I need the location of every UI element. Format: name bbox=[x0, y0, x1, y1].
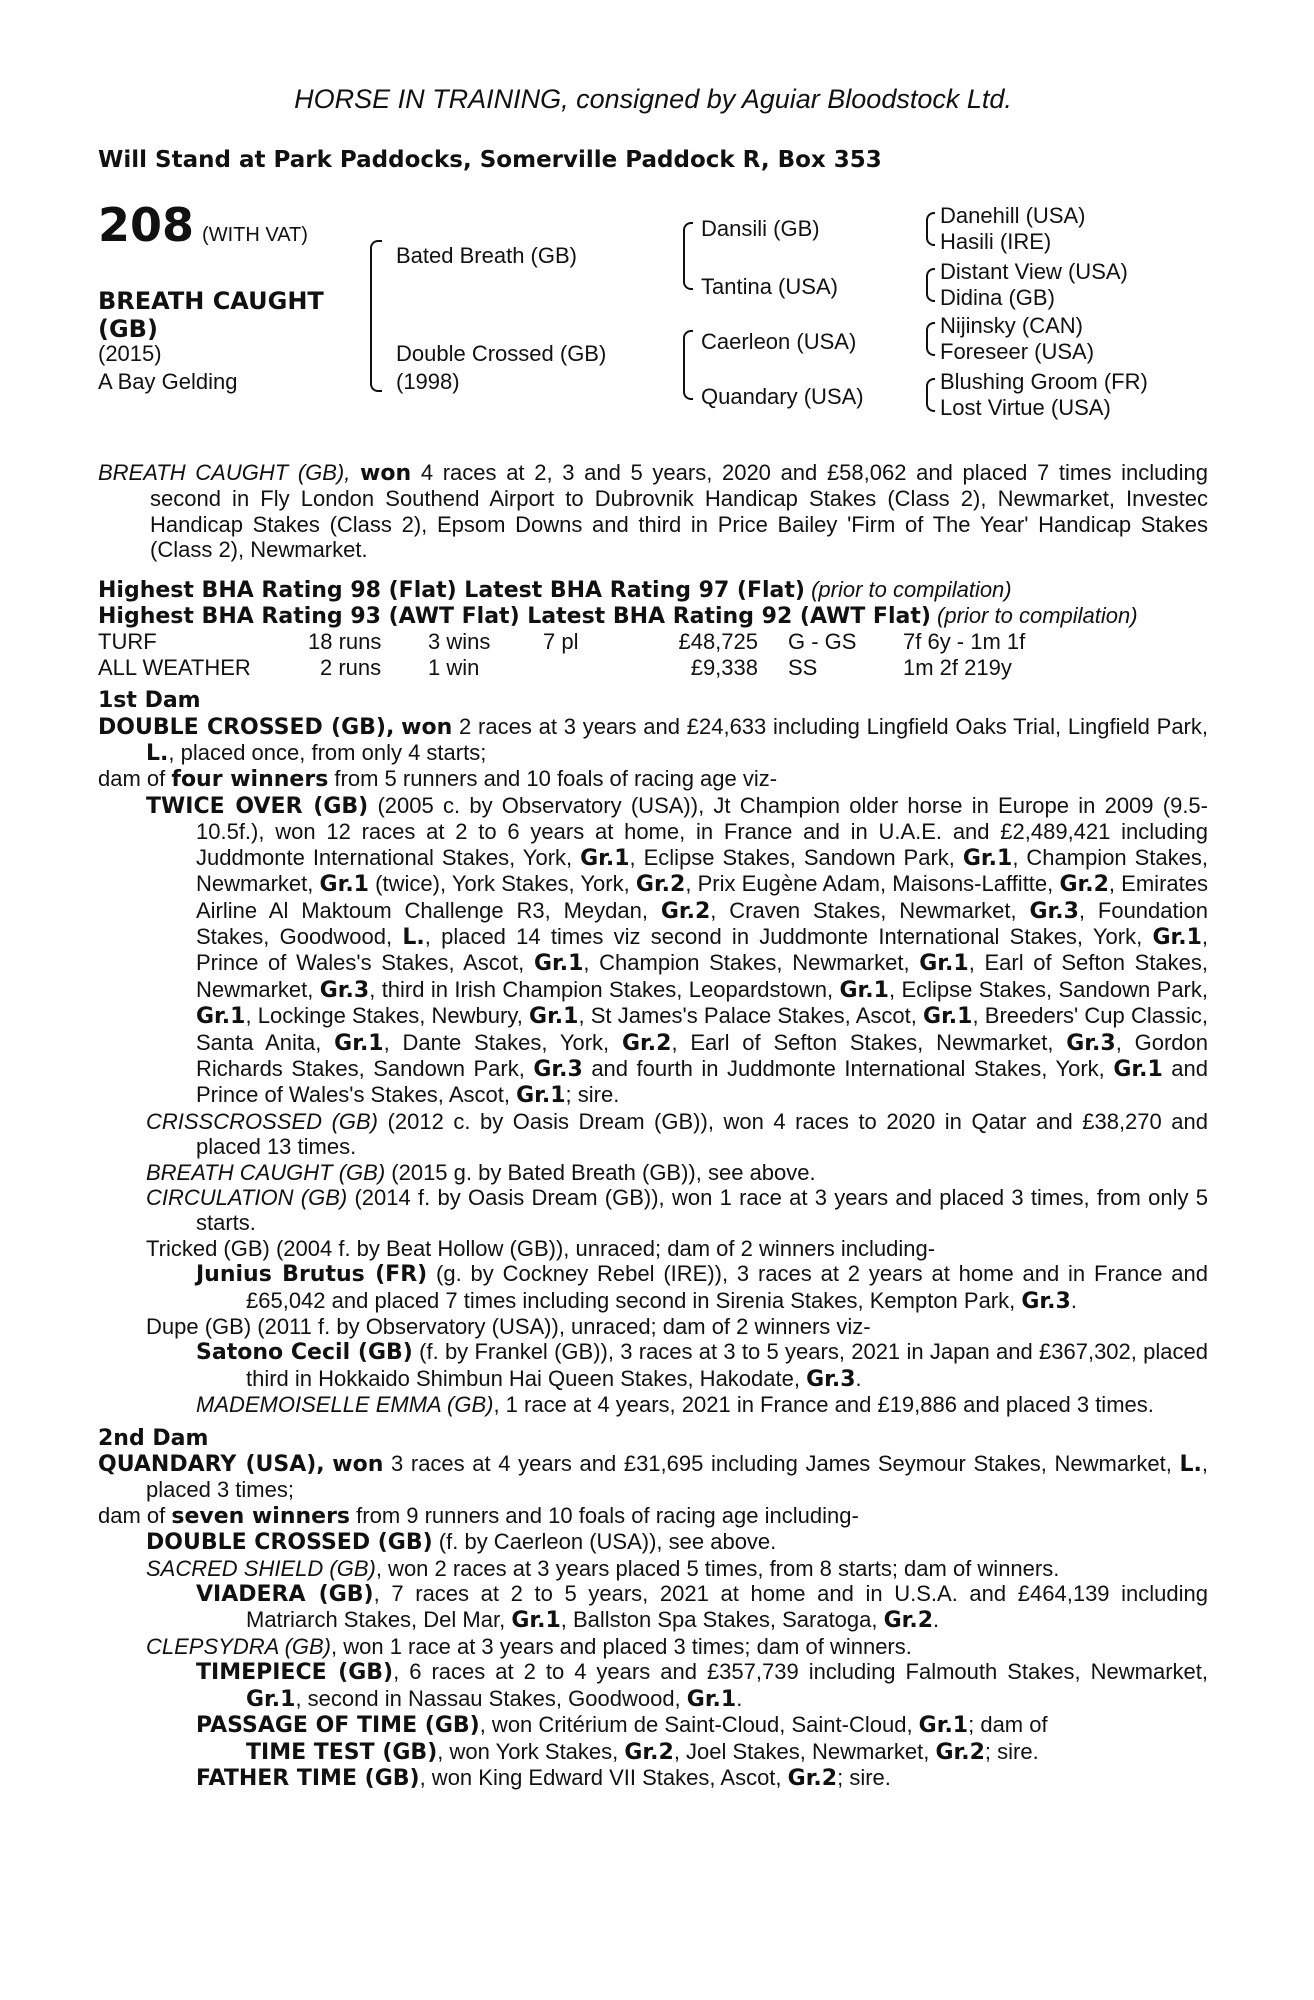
rating-line-2: Highest BHA Rating 93 (AWT Flat) Latest BHA Rating 92 (AWT Flat) (prior to compilation) bbox=[98, 603, 1138, 630]
summary-paragraph bbox=[98, 460, 1208, 563]
vat-label: (WITH VAT) bbox=[202, 224, 308, 246]
pedigree-brace-6 bbox=[926, 322, 935, 356]
lot-number: 208 bbox=[98, 198, 195, 252]
produce-passage-of-time: PASSAGE OF TIME (GB), won Critérium de Saint-Cloud, Saint-Cloud, Gr.1; dam of bbox=[196, 1712, 1048, 1739]
stats-cell: 3 wins bbox=[428, 629, 491, 655]
produce-timepiece: TIMEPIECE (GB), 6 races at 2 to 4 years and £357,739 including Falmouth Stakes, Newmarket, Gr.1, second in Nassau Stakes, Goodwood, Gr.1. bbox=[196, 1659, 1208, 1712]
pedigree-sdd: Didina (GB) bbox=[940, 285, 1055, 310]
stats-cell: 1 win bbox=[428, 654, 480, 680]
produce-tricked: Tricked (GB) (2004 f. by Beat Hollow (GB)), unraced; dam of 2 winners including- bbox=[146, 1235, 936, 1261]
stats-cell: £9,338 bbox=[690, 654, 758, 680]
pedigree-dsd: Foreseer (USA) bbox=[940, 339, 1095, 364]
pedigree-ss: Dansili (GB) bbox=[701, 216, 820, 241]
page-header: HORSE IN TRAINING, consigned by Aguiar Bloodstock Ltd. bbox=[294, 84, 1012, 114]
pedigree-brace-4 bbox=[926, 212, 935, 246]
produce-satono-cecil: Satono Cecil (GB) (f. by Frankel (GB)), 3 races at 3 to 5 years, 2021 in Japan and £367,302, placed third in Hokkaido Shimbun Hai Queen Stakes, Hakodate, Gr.3. bbox=[196, 1339, 1208, 1392]
produce-circulation: CIRCULATION (GB) (2014 f. by Oasis Dream (GB)), won 1 race at 3 years and placed 3 times, from only 5 starts. bbox=[146, 1184, 1208, 1236]
catalogue-body bbox=[98, 460, 1208, 1791]
pedigree-brace-3 bbox=[683, 330, 693, 400]
first-dam-produce: dam of four winners from 5 runners and 10 foals of racing age viz- bbox=[98, 766, 778, 793]
produce-dupe: Dupe (GB) (2011 f. by Observatory (USA)), unraced; dam of 2 winners viz- bbox=[146, 1314, 871, 1339]
first-dam-heading: 1st Dam bbox=[98, 688, 201, 714]
stand-location: Will Stand at Park Paddocks, Somerville Paddock R, Box 353 bbox=[98, 147, 882, 173]
pedigree-dam-year: (1998) bbox=[396, 369, 460, 394]
horse-name bbox=[98, 287, 324, 343]
second-dam-produce: dam of seven winners from 9 runners and 10 foals of racing age including- bbox=[98, 1502, 859, 1529]
summary-won: won bbox=[360, 461, 412, 486]
first-dam-section bbox=[98, 688, 1208, 1417]
pedigree-dds: Blushing Groom (FR) bbox=[940, 369, 1148, 394]
stats-cell: G - GS bbox=[788, 629, 857, 655]
second-dam-record: QUANDARY (USA), won 3 races at 4 years and £31,695 including James Seymour Stakes, Newmarket, L., placed 3 times; bbox=[98, 1451, 1208, 1503]
pedigree-brace-1 bbox=[370, 240, 382, 392]
pedigree-sd: Tantina (USA) bbox=[701, 274, 838, 299]
pedigree-dd: Quandary (USA) bbox=[701, 384, 864, 409]
lot-block bbox=[98, 198, 308, 252]
summary-text: 4 races at 2, 3 and 5 years, 2020 and £58,062 and placed 7 times including second in Fly London Southend Airport to Dubrovnik Handicap Stakes (Class 2), Newmarket, Investec Handicap Stakes (Class 2), Epsom Downs and third in Price Bailey 'Firm of The Year' Handicap Stakes (Class 2), Newmarket. bbox=[150, 460, 1208, 563]
pedigree-ddd: Lost Virtue (USA) bbox=[940, 395, 1111, 420]
pedigree-sire: Bated Breath (GB) bbox=[396, 243, 577, 268]
produce-crisscrossed: CRISSCROSSED (GB) (2012 c. by Oasis Dream (GB)), won 4 races to 2020 in Qatar and £38,270 and placed 13 times. bbox=[146, 1108, 1209, 1160]
race-stats-table bbox=[98, 629, 1208, 680]
second-dam-heading: 2nd Dam bbox=[98, 1425, 209, 1451]
pedigree-dss: Nijinsky (CAN) bbox=[940, 313, 1083, 338]
pedigree-brace-7 bbox=[926, 378, 935, 412]
produce-breath-caught: BREATH CAUGHT (GB) (2015 g. by Bated Breath (GB)), see above. bbox=[146, 1159, 816, 1185]
stats-cell: ALL WEATHER bbox=[98, 654, 251, 680]
pedigree-brace-2 bbox=[683, 222, 693, 290]
stats-cell: 7f 6y - 1m 1f bbox=[903, 629, 1026, 655]
stats-cell: 7 pl bbox=[543, 629, 579, 655]
produce-junius-brutus: Junius Brutus (FR) (g. by Cockney Rebel (IRE)), 3 races at 2 years at home and in France and £65,042 and placed 7 times including second in Sirenia Stakes, Kempton Park, Gr.3. bbox=[196, 1261, 1209, 1314]
stats-cell bbox=[543, 655, 653, 680]
produce-mademoiselle-emma: MADEMOISELLE EMMA (GB), 1 race at 4 years, 2021 in France and £19,886 and placed 3 times. bbox=[196, 1392, 1154, 1418]
produce-twice-over: TWICE OVER (GB) (2005 c. by Observatory (USA)), Jt Champion older horse in Europe in 2009 (9.5-10.5f.), won 12 races at 2 to 6 years at home, in France and in U.A.E. and £2,489,421 including Juddmonte International Stakes, York, Gr.1, Eclipse Stakes, Sandown Park, Gr.1, Champion Stakes, Newmarket, Gr.1 (twice), York Stakes, York, Gr.2, Prix Eugène Adam, Maisons-Laffitte, Gr.2, Emirates Airline Al Maktoum Challenge R3, Meydan, Gr.2, Craven Stakes, Newmarket, Gr.3, Foundation Stakes, Goodwood, L., placed 14 times viz second in Juddmonte International Stakes, York, Gr.1, Prince of Wales's Stakes, Ascot, Gr.1, Champion Stakes, Newmarket, Gr.1, Earl of Sefton Stakes, Newmarket, Gr.3, third in Irish Champion Stakes, Leopardstown, Gr.1, Eclipse Stakes, Sandown Park, Gr.1, Lockinge Stakes, Newbury, Gr.1, St James's Palace Stakes, Ascot, Gr.1, Breeders' Cup Classic, Santa Anita, Gr.1, Dante Stakes, York, Gr.2, Earl of Sefton Stakes, Newmarket, Gr.3, Gordon Richards Stakes, Sandown Park, Gr.3 and fourth in Juddmonte International Stakes, York, Gr.1 and Prince of Wales's Stakes, Ascot, Gr.1; sire. bbox=[146, 792, 1209, 1109]
produce-father-time: FATHER TIME (GB), won King Edward VII Stakes, Ascot, Gr.2; sire. bbox=[196, 1764, 891, 1791]
horse-name-line1: BREATH CAUGHT bbox=[98, 287, 324, 315]
first-dam-record: DOUBLE CROSSED (GB), won 2 races at 3 years and £24,633 including Lingfield Oaks Trial, Lingfield Park, L., placed once, from only 4 starts; bbox=[98, 713, 1208, 767]
pedigree-ssd: Hasili (IRE) bbox=[940, 229, 1052, 254]
produce-double-crossed: DOUBLE CROSSED (GB) (f. by Caerleon (USA)), see above. bbox=[146, 1529, 777, 1556]
second-dam-section bbox=[98, 1426, 1208, 1792]
stats-cell: £48,725 bbox=[678, 629, 758, 655]
ratings-block bbox=[98, 577, 1208, 630]
rating-line-1: Highest BHA Rating 98 (Flat) Latest BHA Rating 97 (Flat) (prior to compilation) bbox=[98, 576, 1012, 603]
produce-sacred-shield: SACRED SHIELD (GB), won 2 races at 3 years placed 5 times, from 8 starts; dam of winners. bbox=[146, 1555, 1060, 1581]
pedigree-dam: Double Crossed (GB) bbox=[396, 341, 607, 366]
pedigree-ds: Caerleon (USA) bbox=[701, 329, 857, 354]
horse-description: A Bay Gelding bbox=[98, 369, 238, 394]
pedigree-sds: Distant View (USA) bbox=[940, 259, 1128, 284]
stats-cell: 18 runs bbox=[308, 629, 382, 655]
produce-clepsydra: CLEPSYDRA (GB), won 1 race at 3 years and placed 3 times; dam of winners. bbox=[146, 1633, 912, 1659]
stats-cell: 1m 2f 219y bbox=[903, 654, 1012, 680]
pedigree-sss: Danehill (USA) bbox=[940, 203, 1086, 228]
stats-cell: TURF bbox=[98, 629, 157, 655]
horse-year: (2015) bbox=[98, 341, 162, 366]
horse-name-line2: (GB) bbox=[98, 315, 158, 343]
pedigree-brace-5 bbox=[926, 268, 935, 302]
stats-cell: SS bbox=[788, 654, 818, 680]
produce-viadera: VIADERA (GB), 7 races at 2 to 5 years, 2021 at home and in U.S.A. and £464,139 including Matriarch Stakes, Del Mar, Gr.1, Ballston Spa Stakes, Saratoga, Gr.2. bbox=[196, 1581, 1209, 1634]
produce-time-test: TIME TEST (GB), won York Stakes, Gr.2, Joel Stakes, Newmarket, Gr.2; sire. bbox=[246, 1738, 1039, 1765]
summary-horse-name: BREATH CAUGHT (GB), bbox=[98, 460, 351, 485]
stats-cell: 2 runs bbox=[320, 654, 382, 680]
